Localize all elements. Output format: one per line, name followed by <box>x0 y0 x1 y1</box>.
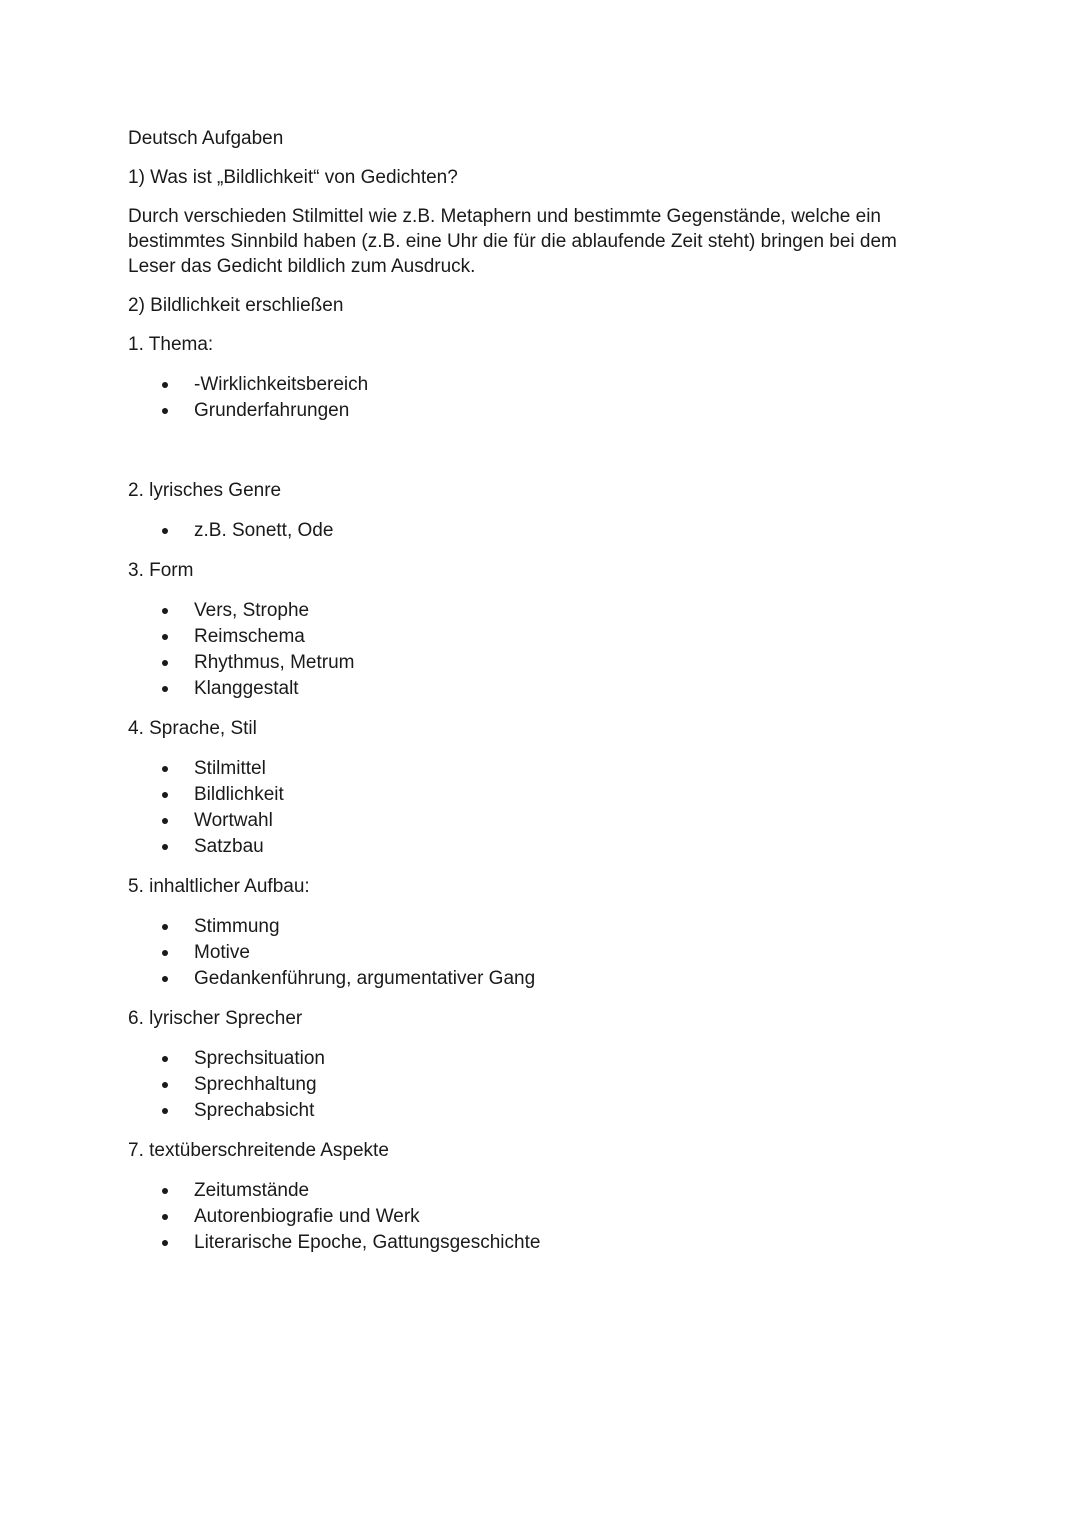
list-item: Motive <box>128 940 948 966</box>
bullet-icon <box>162 1240 168 1246</box>
list-item: Sprechabsicht <box>128 1098 948 1124</box>
list-item: Sprechhaltung <box>128 1072 948 1098</box>
section-heading-thema: 1. Thema: <box>128 334 214 355</box>
document-page <box>128 126 948 1270</box>
bullet-icon <box>162 950 168 956</box>
list-item: Zeitumstände <box>128 1178 948 1204</box>
section-heading-form: 3. Form <box>128 560 194 581</box>
list-item: Literarische Epoche, Gattungsgeschichte <box>128 1230 948 1256</box>
list-item: -Wirklichkeitsbereich <box>128 372 948 398</box>
document-title: Deutsch Aufgaben <box>128 128 284 149</box>
bullet-list-sprecher <box>128 1046 948 1124</box>
section-heading-aspekte: 7. textüberschreitende Aspekte <box>128 1140 389 1161</box>
question-2: 2) Bildlichkeit erschließen <box>128 295 344 316</box>
bullet-icon <box>162 1108 168 1114</box>
bullet-list-sprache-stil <box>128 756 948 860</box>
bullet-icon <box>162 844 168 850</box>
list-item: Sprechsituation <box>128 1046 948 1072</box>
list-item: Stilmittel <box>128 756 948 782</box>
bullet-list-form <box>128 598 948 702</box>
bullet-icon <box>162 766 168 772</box>
list-item: Reimschema <box>128 624 948 650</box>
bullet-icon <box>162 660 168 666</box>
bullet-icon <box>162 924 168 930</box>
bullet-icon <box>162 976 168 982</box>
answer-1-line: Leser das Gedicht bildlich zum Ausdruck. <box>128 256 476 277</box>
bullet-icon <box>162 686 168 692</box>
list-item: Autorenbiografie und Werk <box>128 1204 948 1230</box>
list-item: Satzbau <box>128 834 948 860</box>
bullet-icon <box>162 792 168 798</box>
list-item: Vers, Strophe <box>128 598 948 624</box>
list-item: Grunderfahrungen <box>128 398 948 424</box>
bullet-icon <box>162 528 168 534</box>
bullet-icon <box>162 1188 168 1194</box>
bullet-icon <box>162 1214 168 1220</box>
bullet-list-genre <box>128 518 948 544</box>
list-item: z.B. Sonett, Ode <box>128 518 948 544</box>
bullet-icon <box>162 408 168 414</box>
bullet-list-aspekte <box>128 1178 948 1256</box>
answer-1 <box>128 204 948 279</box>
list-item: Rhythmus, Metrum <box>128 650 948 676</box>
bullet-list-aufbau <box>128 914 948 992</box>
answer-1-line: Durch verschieden Stilmittel wie z.B. Metaphern und bestimmte Gegenstände, welche ein <box>128 206 881 227</box>
bullet-icon <box>162 1056 168 1062</box>
section-heading-aufbau: 5. inhaltlicher Aufbau: <box>128 876 310 897</box>
list-item: Bildlichkeit <box>128 782 948 808</box>
bullet-list-thema <box>128 372 948 424</box>
bullet-icon <box>162 818 168 824</box>
list-item: Klanggestalt <box>128 676 948 702</box>
question-1: 1) Was ist „Bildlichkeit“ von Gedichten? <box>128 167 458 188</box>
section-heading-genre: 2. lyrisches Genre <box>128 480 282 501</box>
list-item: Wortwahl <box>128 808 948 834</box>
section-heading-sprecher: 6. lyrischer Sprecher <box>128 1008 303 1029</box>
bullet-icon <box>162 382 168 388</box>
bullet-icon <box>162 608 168 614</box>
section-heading-sprache-stil: 4. Sprache, Stil <box>128 718 257 739</box>
list-item: Gedankenführung, argumentativer Gang <box>128 966 948 992</box>
list-item: Stimmung <box>128 914 948 940</box>
bullet-icon <box>162 1082 168 1088</box>
bullet-icon <box>162 634 168 640</box>
answer-1-line: bestimmtes Sinnbild haben (z.B. eine Uhr die für die ablaufende Zeit steht) bringen bei dem <box>128 231 897 252</box>
